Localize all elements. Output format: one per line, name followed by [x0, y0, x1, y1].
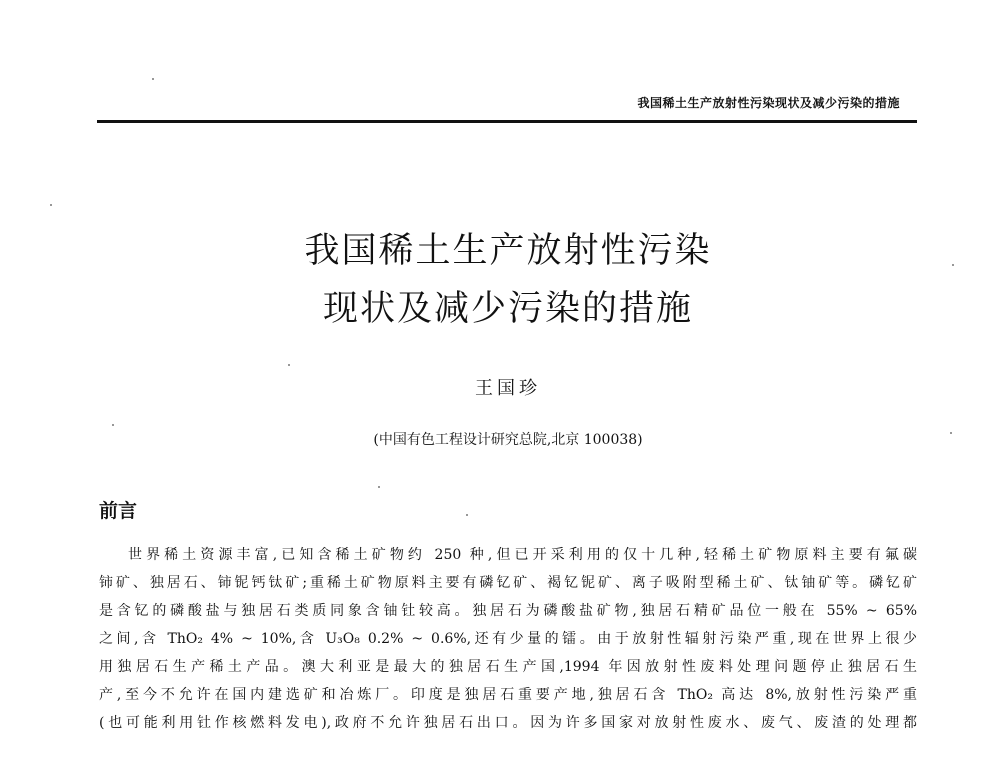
author-affiliation: (中国有色工程设计研究总院,北京 100038)	[373, 432, 643, 448]
scan-speck	[378, 486, 380, 488]
article-title	[0, 222, 1000, 338]
scan-speck	[288, 364, 290, 366]
scan-speck	[50, 204, 52, 206]
header-rule	[97, 120, 917, 123]
title-line-2: 现状及减少污染的措施	[322, 289, 693, 329]
paragraph-line: 产,至今不允许在国内建选矿和冶炼厂。印度是独居石重要产地,独居石含 ThO₂ 高达 8%,放射性污染严重	[99, 687, 917, 703]
body-paragraph	[99, 541, 917, 737]
scan-speck	[112, 424, 114, 426]
paragraph-line: 铈矿、独居石、铈铌钙钛矿;重稀土矿物原料主要有磷钇矿、褐钇铌矿、离子吸附型稀土矿、钛铀矿等。磷钇矿	[99, 575, 917, 591]
paragraph-line: 之间,含 ThO₂ 4% ~ 10%,含 U₃O₈ 0.2% ~ 0.6%,还有少量的镭。由于放射性辐射污染严重,现在世界上很少	[99, 631, 917, 647]
paragraph-line: (也可能利用钍作核燃料发电),政府不允许独居石出口。因为许多国家对放射性废水、废气、废渣的处理都	[99, 715, 917, 731]
scan-speck	[152, 78, 154, 80]
paragraph-line: 世界稀土资源丰富,已知含稀土矿物约 250 种,但已开采利用的仅十几种,轻稀土矿物原料主要有氟碳	[128, 547, 917, 563]
section-heading: 前言	[99, 500, 138, 522]
scan-speck	[466, 514, 468, 516]
running-header: 我国稀土生产放射性污染现状及减少污染的措施	[637, 96, 900, 110]
scan-speck	[952, 264, 954, 266]
paragraph-line: 是含钇的磷酸盐与独居石类质同象含铀钍较高。独居石为磷酸盐矿物,独居石精矿品位一般在 55% ~ 65%	[99, 603, 917, 619]
scan-speck	[950, 432, 952, 434]
paragraph-line: 用独居石生产稀土产品。澳大利亚是最大的独居石生产国,1994 年因放射性废料处理问题停止独居石生	[99, 659, 917, 675]
title-line-1: 我国稀土生产放射性污染	[304, 231, 712, 271]
author-name: 王国珍	[475, 378, 541, 399]
